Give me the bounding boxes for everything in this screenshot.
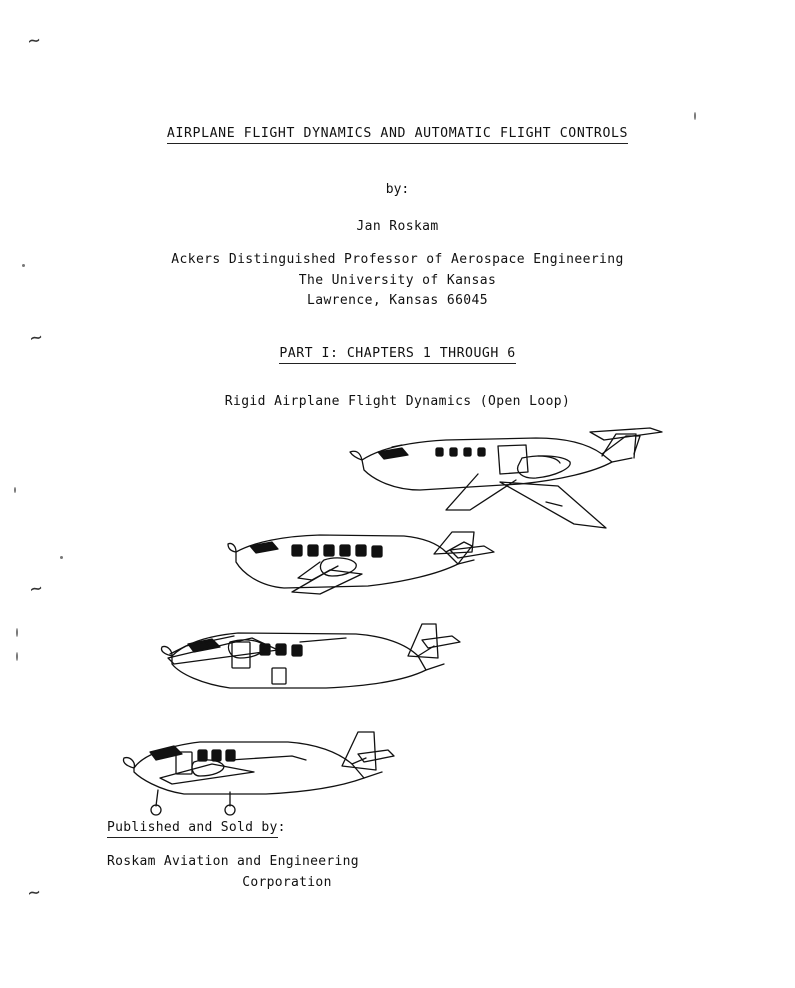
scan-smudge-bottom-left: ~	[26, 879, 42, 905]
published-by-label	[107, 820, 286, 835]
aircraft-illustration-group	[0, 420, 795, 820]
part-heading	[0, 346, 795, 361]
scan-speck-right-upper	[694, 112, 696, 120]
scan-smudge-mid-left-1: ~	[28, 324, 45, 350]
aircraft-twin-turboprop-commuter	[228, 532, 494, 594]
publisher-name	[107, 851, 467, 893]
author-name: Jan Roskam	[356, 219, 439, 234]
published-by-text: Published and Sold by	[107, 820, 278, 838]
scan-smudge-top-left: ~	[26, 27, 42, 53]
publisher-line-1: Roskam Aviation and Engineering	[107, 854, 359, 869]
published-by-colon: :	[277, 820, 286, 835]
publisher-line-2: Corporation	[242, 875, 332, 890]
page-title	[0, 126, 795, 141]
affiliation-line-3: Lawrence, Kansas 66045	[307, 293, 488, 308]
aircraft-light-twin-piston	[123, 732, 394, 815]
part-heading-text: PART I: CHAPTERS 1 THROUGH 6	[279, 346, 515, 364]
affiliation-line-1: Ackers Distinguished Professor of Aerospace Engineering	[171, 252, 624, 267]
page-title-text: AIRPLANE FLIGHT DYNAMICS AND AUTOMATIC FLIGHT CONTROLS	[167, 126, 628, 144]
aircraft-business-jet	[350, 428, 662, 528]
aircraft-line-drawings-svg	[0, 420, 795, 820]
aircraft-high-wing-twin-turboprop	[161, 624, 460, 688]
scan-smudge-mid-left-2: ~	[28, 575, 45, 601]
author-affiliation	[0, 250, 795, 312]
part-subtitle: Rigid Airplane Flight Dynamics (Open Loop)	[224, 394, 571, 409]
byline-label: by:	[385, 182, 410, 197]
affiliation-line-2: The University of Kansas	[298, 272, 497, 288]
